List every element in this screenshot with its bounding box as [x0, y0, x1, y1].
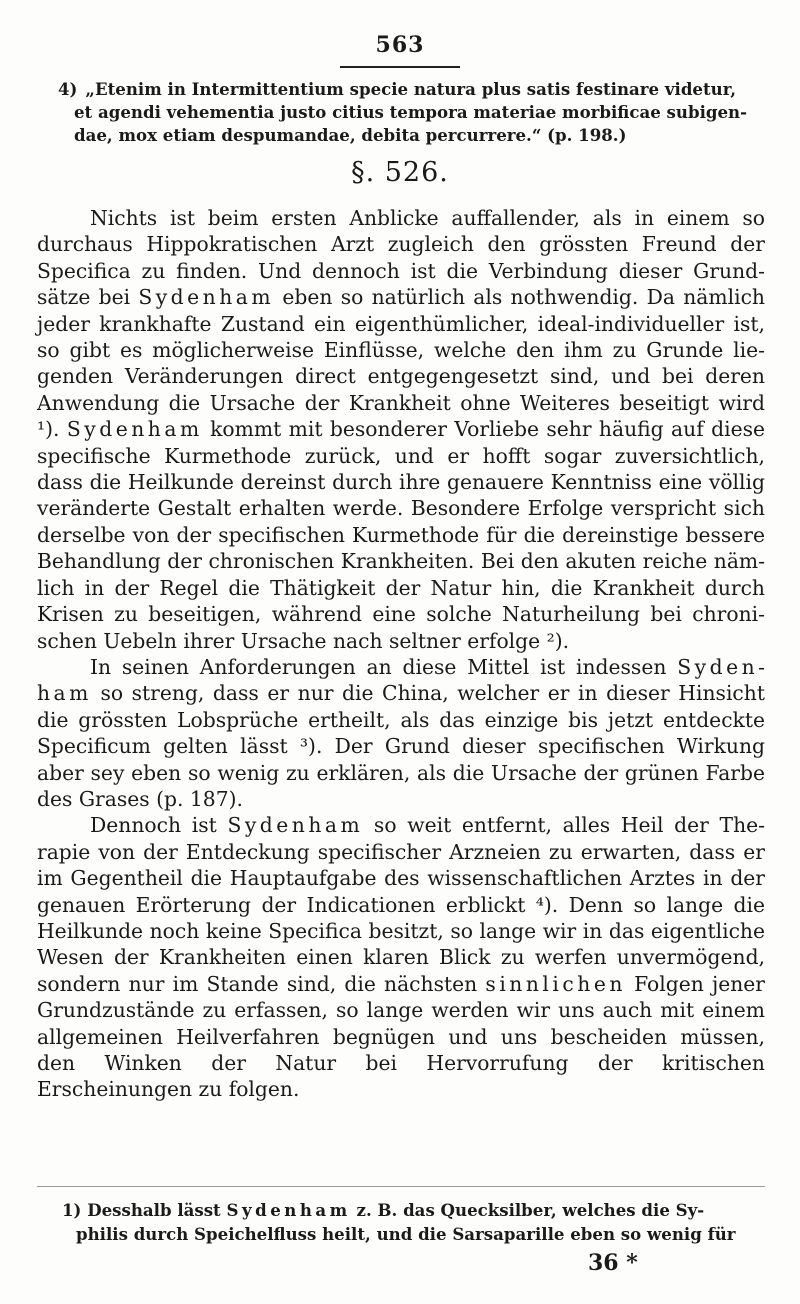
- paragraph: [37, 654, 765, 812]
- text-segment: kommt mit besonderer Vorliebe sehr häufig auf diese: [202, 417, 765, 442]
- text-segment: gentliche Wesen der Krankheiten einen klaren Blick zu werfen un: [37, 918, 765, 970]
- footnote-label: 4): [58, 79, 78, 99]
- main-text: [37, 205, 765, 1103]
- spaced-name: ham: [37, 681, 92, 706]
- footnote-line: et agendi vehementia justo citius tempora materiae morbificae subigen-: [74, 102, 747, 122]
- spaced-name: Sydenham: [227, 813, 364, 838]
- text-segment: der genauen Erörterung der Indicationen erblickt ⁴). Denn so lange: [37, 866, 765, 917]
- text-segment: rapie von der Entdeckung specifischer Arzneien zu erwarten, dass: [37, 839, 736, 864]
- text-segment: schen Uebeln ihrer Ursache nach seltner erfolge ²).: [37, 628, 570, 653]
- text-segment: genden Veränderungen direct entgegengesetzt sind, und bei deren An: [37, 364, 765, 415]
- section-heading: §. 526.: [351, 157, 449, 188]
- spaced-name: sinnlichen: [485, 971, 626, 996]
- text-segment: die Heilkunde noch keine Specifica besitzt, so lange wir in das ei: [37, 892, 766, 943]
- text-segment: wendung die Ursache der Krankheit ohne Weiteres beseitigt wird ¹).: [37, 390, 765, 442]
- text-segment: so streng, dass er nur die China, welcher er in dieser Hin: [91, 681, 716, 706]
- spaced-name: Sydenham: [138, 285, 275, 310]
- text-segment: sätze bei: [37, 285, 139, 310]
- text-segment: jeder krankhafte Zustand ein eigenthümlicher, ideal-individueller ist,: [37, 311, 765, 336]
- text-segment: Nichts ist beim ersten Anblicke auffallender, als in einem so: [90, 206, 765, 230]
- page-number: 563: [375, 32, 425, 58]
- text-segment: Dennoch ist: [90, 813, 228, 838]
- text-segment: so gibt es möglicherweise Einflüsse, welche den ihm zu Grunde lie: [37, 338, 765, 363]
- text-segment: nen Farbe des Grases (p. 187).: [37, 760, 765, 811]
- footnote-separator: [37, 1186, 765, 1187]
- header-rule: [340, 66, 460, 68]
- text-segment: lich in der Regel die Thätigkeit der Natur hin, die Krankheit durch: [37, 575, 765, 600]
- text-segment: auch mit einem allgemeinen Heilverfahren begnügen und uns beschei: [37, 998, 766, 1049]
- text-segment: In seinen Anforderungen an diese Mittel ist indessen: [90, 654, 678, 679]
- footnote-text-before: Desshalb lässt: [87, 1200, 227, 1220]
- text-segment: sicht die grössten Lobsprüche ertheilt, als das einzige bis jetzt ent: [37, 681, 765, 732]
- spaced-name: Syden: [677, 654, 765, 679]
- text-segment: cifica zu finden. Und dennoch ist die Verbindung dieser Grund: [75, 258, 765, 283]
- footnote-1: [62, 1198, 766, 1246]
- footnote-line: dae, mox etiam despumandae, debita percurrere.“ (p. 198.): [74, 125, 627, 145]
- paragraph: [37, 205, 765, 654]
- text-segment: er im Gegentheil die Hauptaufgabe des wissenschaftlichen Arztes in: [37, 839, 765, 891]
- text-segment: vermögend, sondern nur im Stande sind, die nächsten: [37, 945, 765, 996]
- spaced-name: Sydenham: [66, 417, 203, 442]
- printer-signature-mark: 36 *: [588, 1250, 638, 1276]
- footnote-name-sydenham: Sydenham: [226, 1200, 351, 1220]
- footnote-4-continued: [58, 78, 768, 147]
- text-segment: änderte Gestalt erhalten werde. Besondere Erfolge verspricht sich: [70, 496, 765, 521]
- text-segment: derselbe von der specifischen Kurmethode für die dereinstige bessere: [37, 522, 765, 547]
- text-segment: so weit entfernt, alles Heil der The: [363, 813, 765, 838]
- text-segment: die Heilkunde dereinst durch ihre genauere Kenntniss eine völlig ver: [37, 470, 765, 521]
- footnote-label: 1): [62, 1200, 82, 1220]
- text-segment: Behandlung der chronischen Krankheiten. Bei den akuten reiche näm: [37, 549, 765, 574]
- paragraph: [37, 812, 765, 1102]
- footnote-line: philis durch Speichelfluss heilt, und die Sarsaparille eben so wenig für: [76, 1224, 736, 1244]
- text-segment: deckte Specificum gelten lässt ³). Der Grund dieser specifischen Wir: [37, 707, 765, 759]
- footnote-text-after: z. B. das Quecksilber, welches die Sy-: [350, 1200, 705, 1220]
- text-segment: Folgen jener Grundzustände zu erfassen, so lange werden wir uns: [37, 971, 765, 1023]
- text-segment: durchaus Hippokratischen Arzt zugleich den grössten Freund der Spe: [37, 232, 765, 283]
- footnote-line: „Etenim in Intermittentium specie natura plus satis festinare videtur,: [85, 79, 737, 99]
- text-segment: Erscheinungen zu folgen.: [37, 1077, 300, 1102]
- text-segment: specifische Kurmethode zurück, und er hofft sogar zuversichtlich, dass: [37, 443, 765, 495]
- text-segment: eben so natürlich als nothwendig. Da nämlich: [274, 285, 765, 310]
- text-segment: kung aber sey eben so wenig zu erklären, als die Ursache der grü: [37, 734, 765, 785]
- text-segment: den müssen, den Winken der Natur bei Hervorrufung der kritischen: [37, 1024, 765, 1075]
- text-segment: Krisen zu beseitigen, während eine solche Naturheilung bei chroni: [37, 602, 765, 627]
